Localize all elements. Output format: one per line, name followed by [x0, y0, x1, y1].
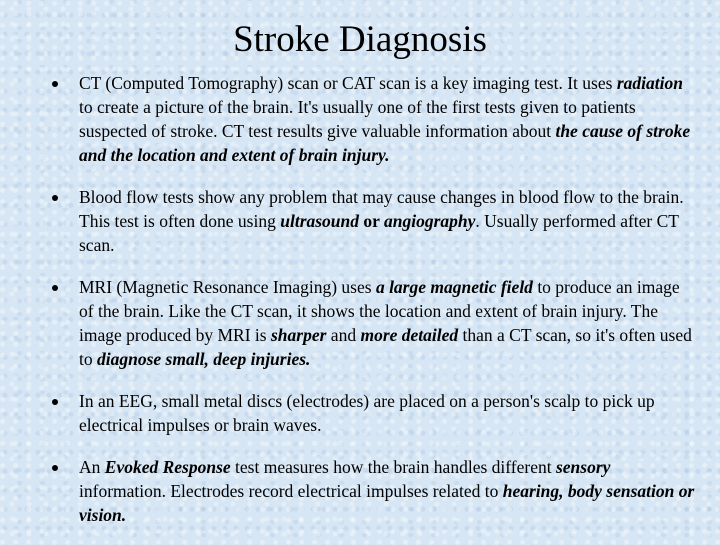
- bullet-item: [52, 455, 697, 527]
- bullet-text: MRI (Magnetic Resonance Imaging) uses: [79, 277, 376, 297]
- bullet-text: In an EEG, small metal discs (electrodes) are placed on a person's scalp to pick up electrical impulses or brain waves.: [79, 391, 655, 435]
- bullet-text-emphasis: radiation: [616, 73, 683, 93]
- bullet-text: information. Electrodes record electrical impulses related to: [79, 481, 503, 501]
- bullet-text-emphasis: sensory: [555, 457, 611, 477]
- bullet-text: An: [79, 457, 105, 477]
- bullet-text-emphasis: Evoked Response: [104, 457, 231, 477]
- bullet-item: [52, 185, 697, 257]
- bullet-text: CT (Computed Tomography) scan or CAT scan is a key imaging test. It uses: [79, 73, 617, 93]
- bullet-dot-icon: [52, 285, 58, 291]
- bullet-text: Blood flow tests show any problem that may cause changes in blood flow to the brain. This test is often done using: [79, 187, 684, 231]
- bullet-dot-icon: [52, 465, 58, 471]
- bullet-text-emphasis: ultrasound: [280, 211, 360, 231]
- bullet-dot-icon: [52, 399, 58, 405]
- bullet-text-emphasis: angiography: [383, 211, 476, 231]
- bullet-text-emphasis: or: [359, 211, 384, 231]
- bullet-text: test measures how the brain handles different: [230, 457, 556, 477]
- bullet-list: [52, 71, 697, 545]
- bullet-text: . Usually performed after CT scan.: [79, 211, 679, 255]
- bullet-text-emphasis: the cause of stroke and the location and extent of brain injury.: [79, 121, 691, 165]
- bullet-text-emphasis: a large magnetic field: [375, 277, 533, 297]
- bullet-item: [52, 389, 697, 437]
- bullet-item: [52, 71, 697, 167]
- bullet-text: and: [326, 325, 361, 345]
- slide-title: Stroke Diagnosis: [233, 19, 487, 60]
- bullet-text: than a CT scan, so it's often used to: [79, 325, 692, 369]
- bullet-dot-icon: [52, 195, 58, 201]
- bullet-item: [52, 275, 697, 371]
- bullet-text-emphasis: diagnose small, deep injuries.: [97, 349, 311, 369]
- bullet-text-emphasis: sharper: [270, 325, 327, 345]
- bullet-text: to create a picture of the brain. It's usually one of the first tests given to patients suspected of stroke. CT test results give valuable information about: [79, 97, 636, 141]
- bullet-text-emphasis: more detailed: [360, 325, 459, 345]
- bullet-dot-icon: [52, 81, 58, 87]
- bullet-text: to produce an image of the brain. Like the CT scan, it shows the location and extent of brain injury. The image produced by MRI is: [79, 277, 680, 345]
- bullet-text-emphasis: hearing, body sensation or vision.: [79, 481, 695, 525]
